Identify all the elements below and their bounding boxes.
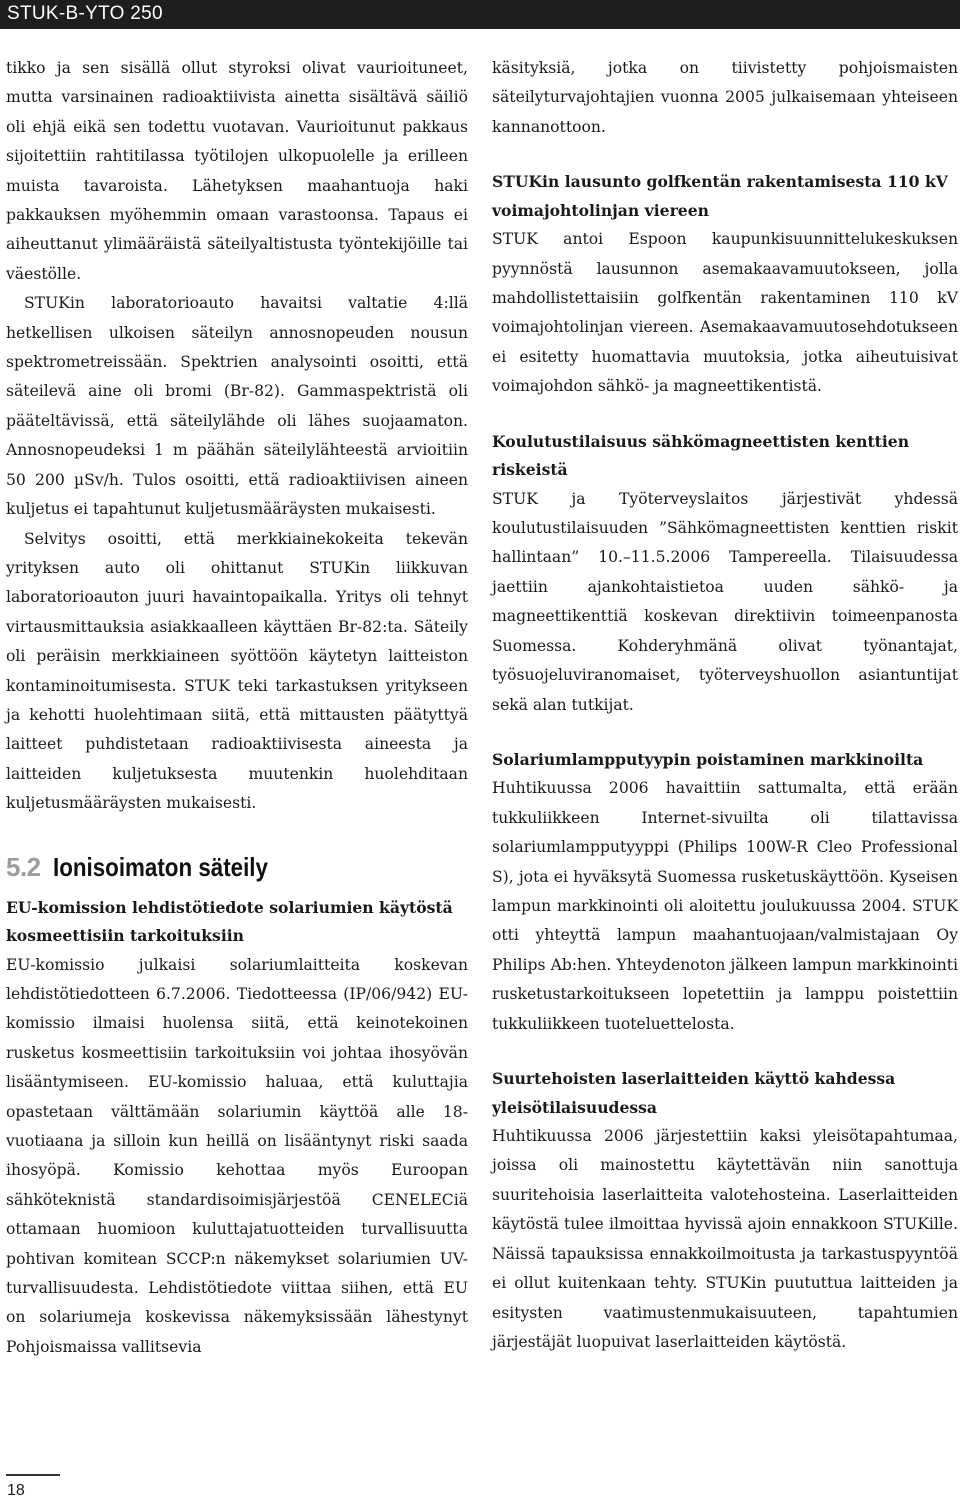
- paragraph-nordic-views: käsityksiä, jotka on tiivistetty pohjoismaisten säteilyturvajohtajien vuonna 2005 julkaisemaan yhteiseen kannanottoon.: [492, 59, 958, 136]
- paragraph-lab-vehicle: STUKin laboratorioauto havaitsi valtatie 4:llä hetkellisen ulkoisen säteilyn annosnopeuden nousun spektrometreissään. Spektrien analysointi osoitti, että säteilevä aine oli bromi (Br-82). Gammaspektristä oli pääteltävissä, että säteilylähde oli lähes suojaamaton. Annosnopeudeksi 1 m päähän säteilylähteestä arvioitiin 50 200 µSv/h. Tulos osoitti, että radioaktiivisen aineen kuljetus ei tapahtunut kuljetusmääräysten mukaisesti.: [6, 294, 468, 519]
- page-number: 18: [7, 1482, 25, 1499]
- left-column: [6, 54, 468, 1362]
- paragraph-laser-devices: Huhtikuussa 2006 järjestettiin kaksi yleisötapahtumaa, joissa oli mainostettu käytettävän niin sanottuja suuritehoisia laserlaitteita valotehosteina. Laserlaitteiden käytöstä tulee ilmoittaa hyvissä ajoin ennakkoon STUKille. Näissä tapauksissa ennakkoilmoitusta ja tarkastuspyyntöä ei ollut kuitenkaan tehty. STUKin puututtua laitteiden ja esitysten vaatimustenmukaisuuteen, tapahtumien järjestäjät luopuivat laserlaitteiden käytöstä.: [492, 1127, 958, 1351]
- right-column: [492, 54, 958, 1357]
- subheading-laser-devices: Suurtehoisten laserlaitteiden käyttö kahdessa yleisötilaisuudessa: [492, 1069, 896, 1117]
- footer-rule: [6, 1474, 60, 1476]
- subheading-training-event: Koulutustilaisuus sähkömagneettisten kenttien riskeistä: [492, 431, 910, 480]
- paragraph-investigation: Selvitys osoitti, että merkkiainekokeita tekevän yrityksen auto oli ohittanut STUKin liikkuvan laboratorioauton juuri havaintopaikalla. Yritys oli tehnyt virtausmittauksia asiakkaalleen käyttäen Br-82:ta. Säteily oli peräisin merkkiaineen syöttöön käytetyn laitteiston kontaminoitumisesta. STUK teki tarkastuksen yritykseen ja kehotti huolehtimaan siitä, että mittausten päätyttyä laitteet puhdistetaan radioaktiivisesta aineesta ja laitteiden kuljetuksesta muutenkin huolehditaan kuljetusmääräysten mukaisesti.: [6, 529, 468, 813]
- section-heading: [6, 846, 468, 890]
- subheading-eu-solarium: EU-komission lehdistötiedote solariumien käytöstä kosmeettisiin tarkoituksiin: [6, 897, 453, 946]
- report-series-title: STUK-B-YTO 250: [7, 3, 163, 24]
- section-number: 5.2: [6, 852, 41, 883]
- running-header: [0, 0, 960, 29]
- paragraph-golf-course: STUK antoi Espoon kaupunkisuunnittelukeskuksen pyynnöstä lausunnon asemakaavamuutokseen, jolla mahdollistettaisiin golfkentän rakentaminen 110 kV voimajohtolinjan viereen. Asemakaavamuutosehdotukseen ei esitetty huomattavia muutoksia, jotka aiheutuisivat voimajohdon sähkö- ja magneettikentistä.: [492, 230, 958, 396]
- paragraph-training-event: STUK ja Työterveyslaitos järjestivät yhdessä koulutustilaisuuden ”Sähkömagneettisten kenttien riskit hallintaan” 10.–11.5.2006 Tampereella. Tilaisuudessa jaettiin ajankohtaistietoa uuden sähkö- ja magneettikenttiä koskevan direktiivin toimeenpanosta Suomessa. Kohderyhmänä olivat työnantajat, työsuojeluviranomaiset, työterveyshuollon asiantuntijat sekä alan tutkijat.: [492, 489, 958, 714]
- subheading-solarium-lamp: Solariumlampputyypin poistaminen markkinoilta: [492, 749, 924, 769]
- section-title: Ionisoimaton säteily: [52, 852, 268, 883]
- subheading-golf-course: STUKin lausunto golfkentän rakentamisesta 110 kV voimajohtolinjan viereen: [492, 172, 948, 220]
- paragraph-eu-solarium: EU-komissio julkaisi solariumlaitteita koskevan lehdistötiedotteen 6.7.2006. Tiedotteessa (IP/06/942) EU-komissio ilmaisi huolensa siitä, että keinotekoinen rusketus kosmeettisiin tarkoituksiin voi johtaa ihosyövän lisääntymiseen. EU-komissio haluaa, että kuluttajia opastetaan välttämään solariumin käyttöä alle 18-vuotiaana ja silloin kun heillä on lisääntynyt riski saada ihosyöpä. Komissio kehottaa myös Euroopan sähköteknistä standardisoimisjärjestöä CENELECiä ottamaan huomioon kuluttajatuotteiden turvallisuutta pohtivan komitean SCCP:n näkemykset solariumien UV-turvallisuudesta. Lehdistötiedote viittaa siihen, että EU on solariumeja koskevissa näkemyksissään lähestynyt Pohjoismaissa vallitsevia: [6, 955, 468, 1356]
- paragraph-package-damage: tikko ja sen sisällä ollut styroksi olivat vaurioituneet, mutta varsinainen radioaktiivista ainetta sisältävä säiliö oli ehjä eikä sen todettu vuotavan. Vaurioitunut pakkaus sijoitettiin rahtitilassa työtilojen ulkopuolelle ja erilleen muista tavaroista. Lähetyksen maahantuoja haki pakkauksen myöhemmin omaan varastoonsa. Tapaus ei aiheuttanut ylimääräistä säteilyaltistusta työntekijöille tai väestölle.: [6, 59, 468, 283]
- paragraph-solarium-lamp: Huhtikuussa 2006 havaittiin sattumalta, että erään tukkuliikkeen Internet-sivuilta oli tilattavissa solariumlampputyyppi (Philips 100W-R Cleo Professional S), jota ei hyväksytä Suomessa rusketuskäyttöön. Kyseisen lampun markkinointi oli aloitettu joulukuussa 2004. STUK otti yhteyttä lampun maahantuojaan/valmistajaan Oy Philips Ab:hen. Yhteydenoton jälkeen lampun markkinointi rusketustarkoitukseen lopetettiin ja lamppu poistettiin tukkuliikkeen tuoteluettelosta.: [492, 779, 958, 1033]
